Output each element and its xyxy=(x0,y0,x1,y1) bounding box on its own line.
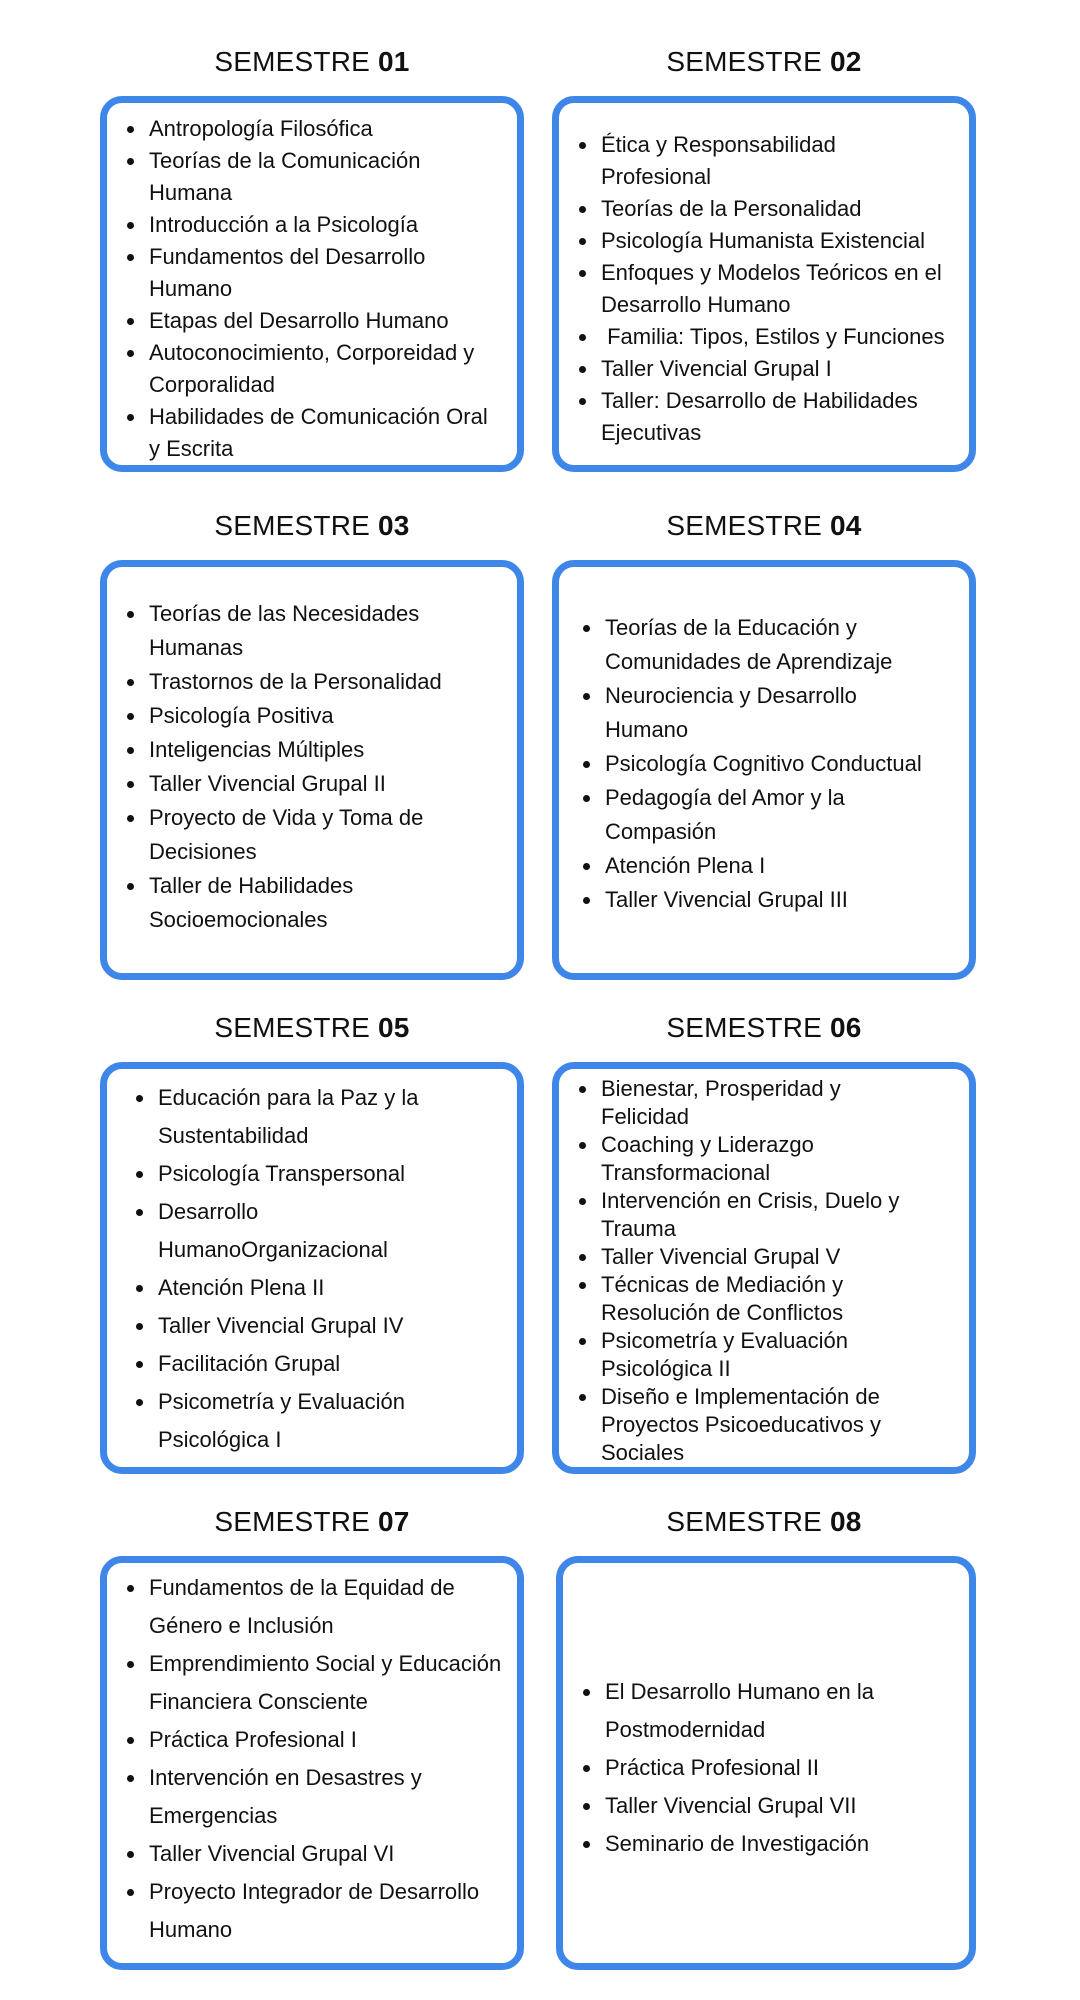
subject-item: Taller Vivencial Grupal III xyxy=(605,883,965,917)
subject-item: Antropología Filosófica xyxy=(149,113,489,145)
semester-title xyxy=(552,1010,976,1046)
semester-card-02 xyxy=(552,96,976,472)
subject-item: Práctica Profesional I xyxy=(149,1721,489,1759)
subject-item: Enfoques y Modelos Teóricos en el Desarrollo Humano xyxy=(601,257,961,321)
subject-list xyxy=(559,129,959,449)
subject-item: Atención Plena II xyxy=(158,1269,498,1307)
subject-item: Emprendimiento Social y Educación Financiera Consciente xyxy=(149,1645,519,1721)
subject-item: Pedagogía del Amor y la Compasión xyxy=(605,781,905,849)
subject-item: Psicología Transpersonal xyxy=(158,1155,498,1193)
subject-list xyxy=(107,1569,507,1949)
subject-item: Taller Vivencial Grupal I xyxy=(601,353,961,385)
semester-label: SEMESTRE xyxy=(666,510,823,541)
subject-item: Desarrollo HumanoOrganizacional xyxy=(158,1193,458,1269)
semester-title xyxy=(100,44,524,80)
semester-label: SEMESTRE xyxy=(214,46,371,77)
subject-item: Inteligencias Múltiples xyxy=(149,733,489,767)
subject-item: Psicología Cognitivo Conductual xyxy=(605,747,975,781)
semester-label: SEMESTRE xyxy=(666,1012,823,1043)
subject-item: Familia: Tipos, Estilos y Funciones xyxy=(601,321,973,353)
subject-item: Psicometría y Evaluación Psicológica II xyxy=(601,1327,921,1383)
subject-item: Habilidades de Comunicación Oral y Escrita xyxy=(149,401,489,465)
subject-item: Autoconocimiento, Corporeidad y Corporalidad xyxy=(149,337,519,401)
subject-item: Neurociencia y Desarrollo Humano xyxy=(605,679,905,747)
subject-list xyxy=(107,1079,507,1459)
semester-number: 04 xyxy=(830,510,862,541)
subject-item: Taller Vivencial Grupal VII xyxy=(605,1787,945,1825)
subject-item: Teorías de la Personalidad xyxy=(601,193,961,225)
semester-card-03 xyxy=(100,560,524,980)
subject-item: Teorías de las Necesidades Humanas xyxy=(149,597,469,665)
subject-list xyxy=(559,1075,959,1467)
subject-item: Fundamentos de la Equidad de Género e Inclusión xyxy=(149,1569,489,1645)
subject-item: Psicología Humanista Existencial xyxy=(601,225,961,257)
subject-list xyxy=(107,597,507,937)
subject-item: Taller Vivencial Grupal IV xyxy=(158,1307,498,1345)
subject-item: Teorías de la Educación y Comunidades de Aprendizaje xyxy=(605,611,905,679)
semester-label: SEMESTRE xyxy=(214,1012,371,1043)
subject-item: Bienestar, Prosperidad y Felicidad xyxy=(601,1075,901,1131)
subject-item: Psicología Positiva xyxy=(149,699,489,733)
subject-item: Taller Vivencial Grupal V xyxy=(601,1243,941,1271)
subject-item: Psicometría y Evaluación Psicológica I xyxy=(158,1383,458,1459)
semester-card-05 xyxy=(100,1062,524,1474)
subject-list xyxy=(107,113,507,465)
semester-card-01 xyxy=(100,96,524,472)
subject-item: Educación para la Paz y la Sustentabilidad xyxy=(158,1079,458,1155)
subject-item: Ética y Responsabilidad Profesional xyxy=(601,129,901,193)
subject-item: Intervención en Desastres y Emergencias xyxy=(149,1759,469,1835)
semester-title xyxy=(552,508,976,544)
semester-number: 03 xyxy=(378,510,410,541)
semester-title xyxy=(552,1504,976,1540)
subject-item: Taller Vivencial Grupal II xyxy=(149,767,489,801)
subject-item: Coaching y Liderazgo Transformacional xyxy=(601,1131,901,1187)
subject-item: Atención Plena I xyxy=(605,849,965,883)
semester-card-06 xyxy=(552,1062,976,1474)
subject-item: Taller Vivencial Grupal VI xyxy=(149,1835,489,1873)
semester-number: 01 xyxy=(378,46,410,77)
semester-label: SEMESTRE xyxy=(214,1506,371,1537)
subject-item: Taller: Desarrollo de Habilidades Ejecutivas xyxy=(601,385,961,449)
semester-title xyxy=(552,44,976,80)
subject-item: Diseño e Implementación de Proyectos Psicoeducativos y Sociales xyxy=(601,1383,941,1467)
subject-item: Facilitación Grupal xyxy=(158,1345,498,1383)
subject-list xyxy=(559,611,959,917)
subject-item: Seminario de Investigación xyxy=(605,1825,945,1863)
semester-number: 06 xyxy=(830,1012,862,1043)
semester-number: 07 xyxy=(378,1506,410,1537)
subject-item: Trastornos de la Personalidad xyxy=(149,665,489,699)
semester-title xyxy=(100,1010,524,1046)
subject-list xyxy=(563,1673,959,1863)
subject-item: Introducción a la Psicología xyxy=(149,209,489,241)
subject-item: Técnicas de Mediación y Resolución de Conflictos xyxy=(601,1271,921,1327)
subject-item: Práctica Profesional II xyxy=(605,1749,945,1787)
subject-item: Teorías de la Comunicación Humana xyxy=(149,145,489,209)
subject-item: Proyecto Integrador de Desarrollo Humano xyxy=(149,1873,519,1949)
semester-title xyxy=(100,508,524,544)
semester-label: SEMESTRE xyxy=(214,510,371,541)
subject-item: Fundamentos del Desarrollo Humano xyxy=(149,241,489,305)
subject-item: Proyecto de Vida y Toma de Decisiones xyxy=(149,801,469,869)
semester-card-08 xyxy=(556,1556,976,1970)
subject-item: Taller de Habilidades Socioemocionales xyxy=(149,869,449,937)
semester-number: 08 xyxy=(830,1506,862,1537)
semester-number: 05 xyxy=(378,1012,410,1043)
subject-item: Intervención en Crisis, Duelo y Trauma xyxy=(601,1187,941,1243)
semester-title xyxy=(100,1504,524,1540)
subject-item: El Desarrollo Humano en la Postmodernidad xyxy=(605,1673,925,1749)
semester-label: SEMESTRE xyxy=(666,46,823,77)
subject-item: Etapas del Desarrollo Humano xyxy=(149,305,489,337)
semester-card-07 xyxy=(100,1556,524,1970)
semester-number: 02 xyxy=(830,46,862,77)
semester-label: SEMESTRE xyxy=(666,1506,823,1537)
semester-card-04 xyxy=(552,560,976,980)
